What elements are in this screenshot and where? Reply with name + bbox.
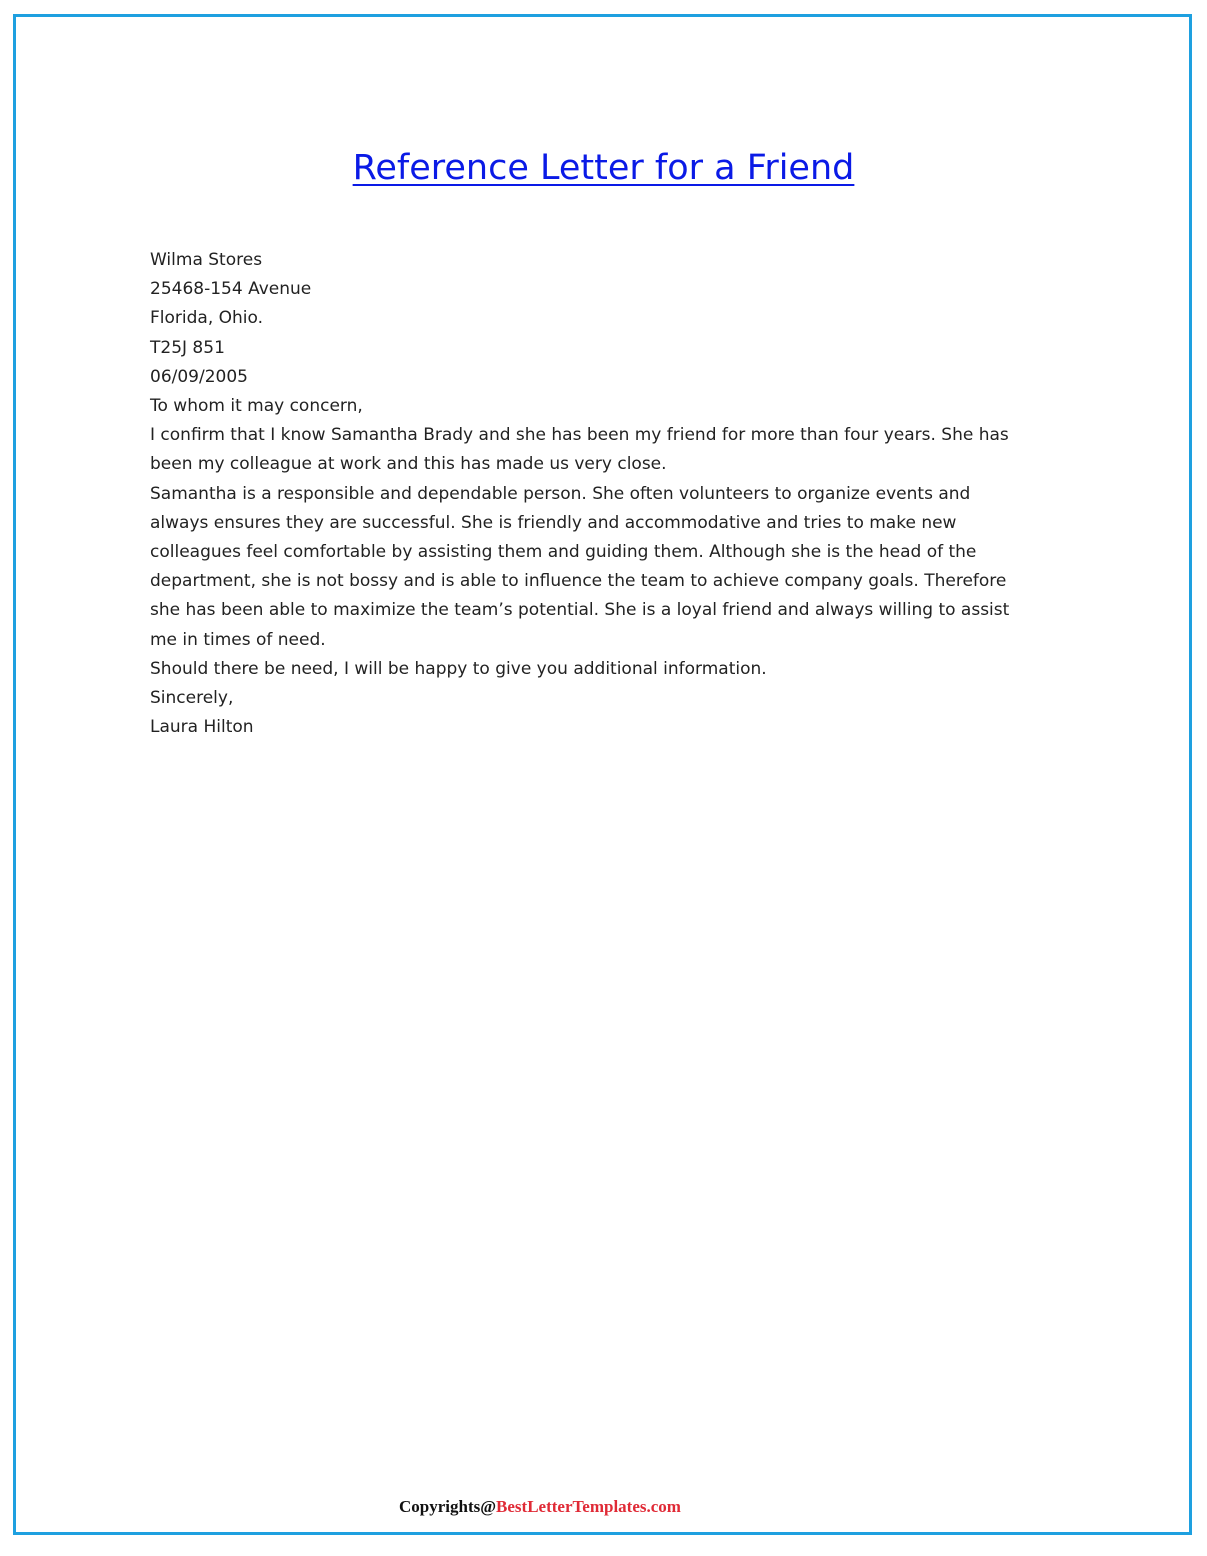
sender-name: Wilma Stores <box>150 250 263 270</box>
letter-date: 06/09/2005 <box>150 366 248 387</box>
body-line: I confirm that I know Samantha Brady and she has been my friend for more than four years. She has <box>150 425 1009 446</box>
sender-postal-code: T25J 851 <box>150 337 225 358</box>
sender-street: 25468-154 Avenue <box>150 279 312 300</box>
body-line: always ensures they are successful. She is friendly and accommodative and tries to make new <box>150 512 957 533</box>
page-title: Reference Letter for a Friend <box>352 148 855 188</box>
copyright-prefix: Copyrights@ <box>399 1497 497 1516</box>
body-line: been my colleague at work and this has made us very close. <box>150 454 667 475</box>
body-line: department, she is not bossy and is able to influence the team to achieve company goals. Therefore <box>150 571 1007 592</box>
copyright-brand: BestLetterTemplates.com <box>496 1497 681 1516</box>
copyright-footer <box>399 1497 681 1517</box>
body-line: me in times of need. <box>150 629 326 650</box>
salutation: To whom it may concern, <box>150 396 363 417</box>
body-line: Samantha is a responsible and dependable person. She often volunteers to organize events and <box>150 483 971 504</box>
body-line: colleagues feel comfortable by assisting them and guiding them. Although she is the head of the <box>150 542 977 563</box>
closing: Sincerely, <box>150 688 234 709</box>
sender-city: Florida, Ohio. <box>150 308 264 329</box>
body-line: Should there be need, I will be happy to give you additional information. <box>150 658 767 679</box>
body-line: she has been able to maximize the team’s potential. She is a loyal friend and always willing to assist <box>150 600 1010 621</box>
letter-body <box>150 246 1070 742</box>
signature: Laura Hilton <box>150 717 254 738</box>
page-border <box>13 14 1192 1535</box>
